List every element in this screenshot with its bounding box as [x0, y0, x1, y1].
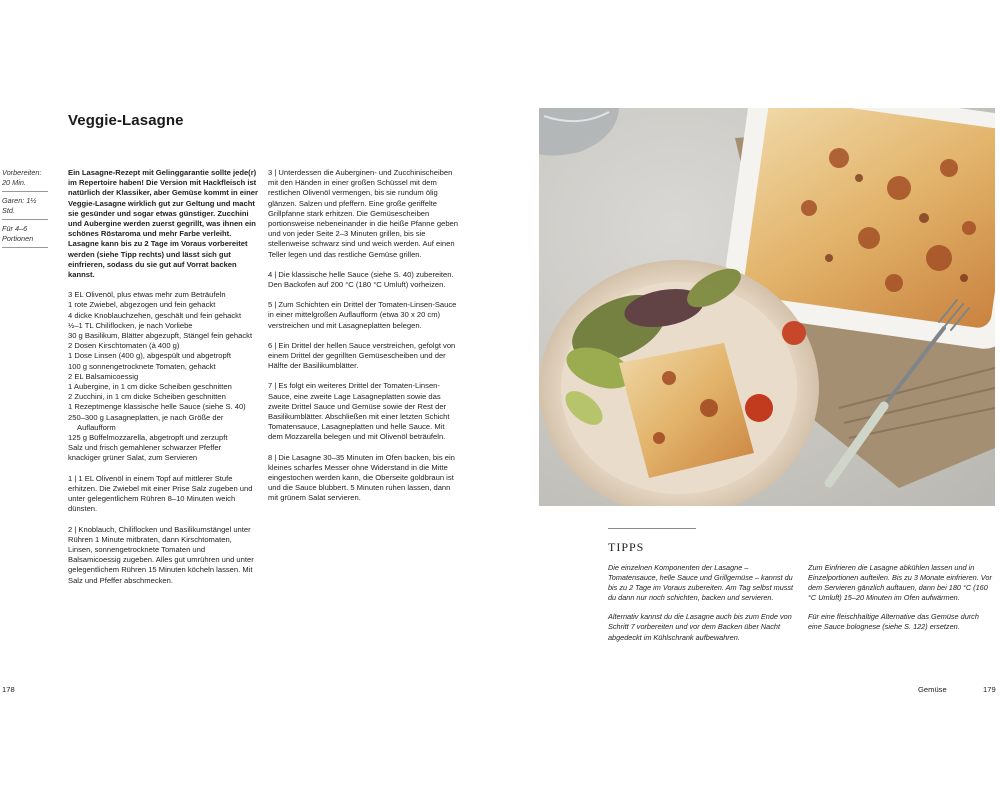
ingredient-list [68, 290, 258, 463]
servings: Für 4–6 Portionen [2, 224, 48, 248]
tips-column-1 [608, 563, 796, 643]
tip-text: Zum Einfrieren die Lasagne abkühlen lassen und in Einzelportionen aufteilen. Bis zu 3 Monate einfrieren. Vor dem Servieren gänzlich auftauen, dann bei 180 °C (160 °C Umluft) 15–20 Minuten im Ofen aufwärmen. [808, 563, 992, 603]
method-step-7: 7 | Es folgt ein weiteres Drittel der Tomaten-Linsen-Sauce, eine zweite Lage Lasagneplatten sowie das zweite Drittel Sauce und Gemüse sowie der Rest der Basilikumblätter. Abschließen mit einer letzten Schicht Tomatensauce, Lasagneplatten und helle Sauce. Mit dem Mozzarella belegen und mit Olivenöl beträufeln. [268, 381, 450, 442]
method-step-6: 6 | Ein Drittel der hellen Sauce verstreichen, gefolgt von einem Drittel der gegrillten Gemüsescheiben und der Hälfte der Basilikumblätter. [268, 340, 456, 371]
ingredient-item: 4 dicke Knoblauchzehen, geschält und fein gehackt [68, 310, 242, 320]
ingredient-item: 2 Dosen Kirschtomaten (à 400 g) [68, 341, 180, 351]
ingredient-item: 2 Zucchini, in 1 cm dicke Scheiben geschnitten [68, 392, 226, 402]
cook-time: Garen: 1½ Std. [2, 196, 48, 220]
method-step-2: 2 | Knoblauch, Chiliflocken und Basilikumstängel unter Rühren 1 Minute mitbraten, dann Kirschtomaten, Linsen, sonnengetrocknete Tomaten und Balsamicoessig zugeben. Alles gut umrühren und unter gelegentlichem Rühren 15 Minuten köcheln lassen. Mit Salz und Pfeffer abschmecken. [68, 524, 254, 585]
recipe-title: Veggie-Lasagne [68, 112, 184, 129]
ingredient-item: 1 rote Zwiebel, abgezogen und fein gehackt [68, 300, 216, 310]
lasagne-photo [539, 108, 995, 506]
ingredient-item: 100 g sonnengetrocknete Tomaten, gehackt [68, 361, 216, 371]
tip-text: Die einzelnen Komponenten der Lasagne – Tomatensauce, helle Sauce und Grillgemüse – kannst du bis zu 2 Tage im Voraus zubereiten. Am Tag selbst musst du dann nur noch schichten, backen und servieren. [608, 563, 794, 603]
tips-heading: TIPPS [608, 540, 645, 554]
ingredient-item: Salz und frisch gemahlener schwarzer Pfeffer [68, 443, 222, 453]
ingredient-item: ½–1 TL Chiliflocken, je nach Vorliebe [68, 320, 193, 330]
tip-text: Für eine fleischhaltige Alternative das Gemüse durch eine Sauce bolognese (siehe S. 122) ersetzen. [808, 612, 979, 632]
page-number-right: 179 [983, 685, 996, 694]
ingredient-item: Auflaufform [77, 422, 116, 432]
ingredient-item: 1 Aubergine, in 1 cm dicke Scheiben geschnitten [68, 382, 232, 392]
section-label: Gemüse [918, 685, 947, 694]
method-step-1: 1 | 1 EL Olivenöl in einem Topf auf mittlerer Stufe erhitzen. Die Zwiebel mit einer Prise Salz zugeben und unter gelegentlichem Rühren 8–10 Minuten weich dünsten. [68, 473, 253, 514]
method-step-4: 4 | Die klassische helle Sauce (siehe S. 40) zubereiten. Den Backofen auf 200 °C (180 °C Umluft) vorheizen. [268, 269, 454, 290]
method-step-5: 5 | Zum Schichten ein Drittel der Tomaten-Linsen-Sauce in einer mittelgroßen Auflaufform (etwa 30 x 20 cm) verstreichen und mit Lasagneplatten belegen. [268, 300, 457, 330]
recipe-meta [2, 168, 48, 252]
middle-text-column [268, 168, 458, 504]
method-step-3: 3 | Unterdessen die Auberginen- und Zucchinischeiben mit den Händen in einer großen Schüssel mit dem restlichen Olivenöl vermengen, bis sie rundum ölig glänzen. Salzen und pfeffern. Eine große geriffelte Grillpfanne stark erhitzen. Die Gemüsescheiben portionsweise nebeneinander in die heiße Pfanne geben und von jeder Seite 2–3 Minuten grillen, bis sie stellenweise schwarz sind und weich werden. Auf einen Teller legen und das restliche Gemüse grillen. [268, 168, 458, 259]
ingredient-item: knackiger grüner Salat, zum Servieren [68, 453, 198, 463]
ingredient-item: 3 EL Olivenöl, plus etwas mehr zum Beträufeln [68, 290, 226, 300]
prep-time: Vorbereiten: 20 Min. [2, 168, 48, 192]
left-text-column [68, 168, 258, 586]
tip-text: Alternativ kannst du die Lasagne auch bis zum Ende von Schritt 7 vorbereiten und vor dem Backen über Nacht abgedeckt im Kühlschrank aufbewahren. [608, 612, 792, 642]
ingredient-item: 2 EL Balsamicoessig [68, 371, 139, 381]
ingredient-item: 250–300 g Lasagneplatten, je nach Größe der [68, 412, 224, 422]
ingredient-item: 1 Rezeptmenge klassische helle Sauce (siehe S. 40) [68, 402, 246, 412]
ingredient-item: 30 g Basilikum, Blätter abgezupft, Stängel fein gehackt [68, 331, 253, 341]
tips-column-2 [808, 563, 993, 633]
ingredient-item: 125 g Büffelmozzarella, abgetropft und zerzupft [68, 433, 228, 443]
tips-divider [608, 528, 696, 529]
page-number-left: 178 [2, 685, 15, 694]
ingredient-item: 1 Dose Linsen (400 g), abgespült und abgetropft [68, 351, 231, 361]
method-step-8: 8 | Die Lasagne 30–35 Minuten im Ofen backen, bis ein kleines scharfes Messer ohne Widerstand in die Mitte eingestochen werden kann, die Oberseite goldbraun ist und die Sauce blubbert. 5 Minuten ruhen lassen, dann mit grünem Salat servieren. [268, 452, 455, 503]
recipe-intro: Ein Lasagne-Rezept mit Gelinggarantie sollte jede(r) im Repertoire haben! Die Version mit Hackfleisch ist natürlich der Klassiker, aber Gemüse kommt in einer Veggie-Lasagne wirklich gut zur Geltung und macht sie gesünder und sogar etwas günstiger. Zucchini und Auberginе werden zuerst gegrillt, was ihnen ein schönes Röstaroma und mehr Farbe verleiht. Lasagne kann bis zu 2 Tage im Voraus vorbereitet werden (siehe Tipp rechts) und lässt sich gut einfrieren, sodass du sie gut auf Vorrat backen kannst. [68, 168, 258, 280]
